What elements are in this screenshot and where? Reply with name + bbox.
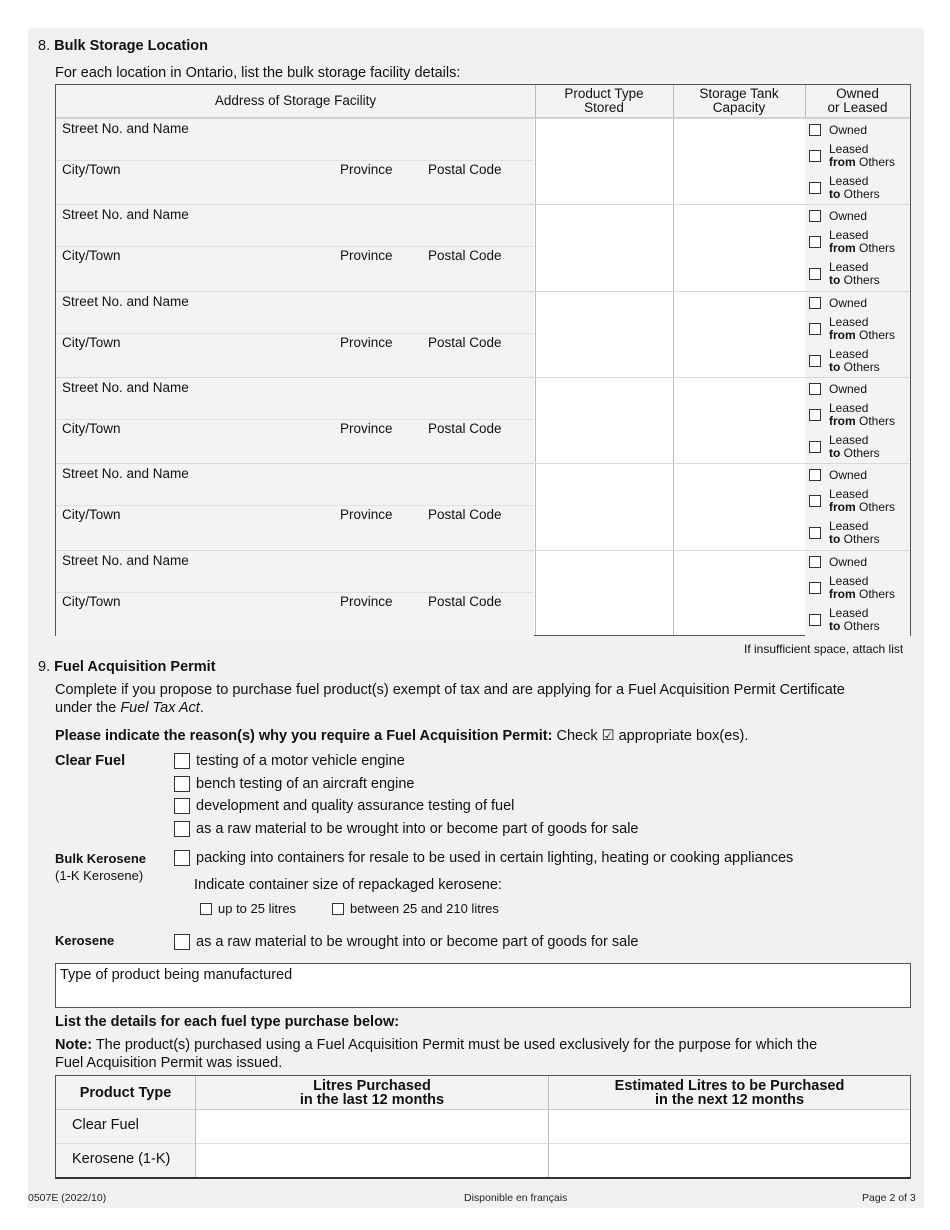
row-kerosene-label: Kerosene (1-K)	[56, 1144, 196, 1177]
leased-to-checkbox[interactable]	[809, 614, 821, 626]
province-label: Province	[340, 248, 393, 264]
leased-to-checkbox[interactable]	[809, 268, 821, 280]
header-capacity: Storage Tank Capacity	[673, 85, 805, 118]
storage-location-row	[56, 377, 910, 463]
bulk-kerosene-checkbox[interactable]	[174, 850, 190, 866]
capacity-input[interactable]	[673, 464, 805, 550]
owned-checkbox[interactable]	[809, 297, 821, 309]
capacity-input[interactable]	[673, 205, 805, 291]
leased-to-checkbox[interactable]	[809, 527, 821, 539]
section-8-title: 8. Bulk Storage Location	[38, 38, 209, 54]
header-product-type: Product Type Stored	[535, 85, 673, 118]
owned-leased-cell: Owned Leased from Others Leased to Others	[805, 292, 910, 378]
clear-fuel-option[interactable]: as a raw material to be wrought into or become part of goods for sale	[174, 821, 638, 837]
street-label: Street No. and Name	[62, 121, 189, 136]
postal-code-label: Postal Code	[428, 420, 502, 436]
bulk-storage-table	[55, 84, 911, 636]
leased-from-checkbox[interactable]	[809, 495, 821, 507]
owned-leased-cell: Owned Leased from Others Leased to Others	[805, 464, 910, 550]
owned-checkbox[interactable]	[809, 210, 821, 222]
leased-from-checkbox[interactable]	[809, 409, 821, 421]
kerosene-next-12-input[interactable]	[549, 1144, 910, 1177]
address-cell[interactable]	[56, 378, 534, 464]
capacity-input[interactable]	[673, 378, 805, 464]
address-cell[interactable]	[56, 551, 534, 637]
storage-location-row	[56, 550, 910, 636]
section-8-instruction: For each location in Ontario, list the bulk storage facility details:	[55, 65, 461, 81]
city-label: City/Town	[62, 248, 121, 264]
row-clear-fuel-label: Clear Fuel	[56, 1110, 196, 1144]
capacity-input[interactable]	[673, 551, 805, 637]
clear-fuel-next-12-input[interactable]	[549, 1110, 910, 1144]
city-label: City/Town	[62, 507, 121, 523]
page-number: Page 2 of 3	[862, 1192, 916, 1204]
postal-code-label: Postal Code	[428, 334, 502, 350]
owned-leased-cell: Owned Leased from Others Leased to Others	[805, 378, 910, 464]
storage-location-row	[56, 204, 910, 290]
product-manufactured-field[interactable]: Type of product being manufactured	[55, 963, 911, 1008]
address-cell[interactable]	[56, 119, 534, 205]
col-product-type: Product Type	[56, 1076, 196, 1110]
container-size-prompt: Indicate container size of repackaged kerosene:	[194, 877, 502, 893]
province-label: Province	[340, 162, 393, 177]
clear-fuel-checkbox[interactable]	[174, 776, 190, 792]
product-type-input[interactable]	[535, 292, 673, 378]
fuel-purchase-table	[55, 1075, 911, 1179]
owned-leased-cell: Owned Leased from Others Leased to Others	[805, 119, 910, 205]
storage-location-row	[56, 118, 910, 204]
province-label: Province	[340, 334, 393, 350]
leased-from-checkbox[interactable]	[809, 150, 821, 162]
owned-checkbox[interactable]	[809, 469, 821, 481]
clear-fuel-checkbox[interactable]	[174, 798, 190, 814]
city-label: City/Town	[62, 593, 121, 609]
list-details-heading: List the details for each fuel type purchase below:	[55, 1014, 400, 1030]
section-9-intro: Complete if you propose to purchase fuel product(s) exempt of tax and are applying for a Fuel Acquisition Permit Certificate under the Fuel Tax Act.	[55, 682, 845, 716]
storage-location-row	[56, 291, 910, 377]
product-type-input[interactable]	[535, 551, 673, 637]
kerosene-checkbox[interactable]	[174, 934, 190, 950]
size-option-25-to-210[interactable]: between 25 and 210 litres	[332, 901, 499, 916]
clear-fuel-option[interactable]: development and quality assurance testing of fuel	[174, 798, 514, 814]
postal-code-label: Postal Code	[428, 248, 502, 264]
storage-location-row	[56, 463, 910, 549]
reason-instruction: Please indicate the reason(s) why you require a Fuel Acquisition Permit: Check ☑ appropriate box(es).	[55, 728, 749, 744]
leased-to-checkbox[interactable]	[809, 441, 821, 453]
col-litres-next-12: Estimated Litres to be Purchased in the next 12 months	[549, 1076, 910, 1110]
address-cell[interactable]	[56, 464, 534, 550]
province-label: Province	[340, 420, 393, 436]
product-type-input[interactable]	[535, 205, 673, 291]
street-label: Street No. and Name	[62, 379, 189, 395]
postal-code-label: Postal Code	[428, 507, 502, 523]
province-label: Province	[340, 593, 393, 609]
bulk-kerosene-label: Bulk Kerosene	[55, 851, 147, 866]
capacity-input[interactable]	[673, 292, 805, 378]
owned-leased-cell: Owned Leased from Others Leased to Others	[805, 551, 910, 637]
clear-fuel-checkbox[interactable]	[174, 821, 190, 837]
product-type-input[interactable]	[535, 378, 673, 464]
leased-to-checkbox[interactable]	[809, 355, 821, 367]
kerosene-last-12-input[interactable]	[196, 1144, 549, 1177]
leased-from-checkbox[interactable]	[809, 236, 821, 248]
capacity-input[interactable]	[673, 119, 805, 205]
street-label: Street No. and Name	[62, 466, 189, 482]
kerosene-option[interactable]: as a raw material to be wrought into or become part of goods for sale	[174, 934, 638, 950]
form-id: 0507E (2022/10)	[28, 1192, 107, 1204]
owned-checkbox[interactable]	[809, 124, 821, 136]
address-cell[interactable]	[56, 205, 534, 291]
clear-fuel-option[interactable]: bench testing of an aircraft engine	[174, 776, 414, 792]
bulk-kerosene-option[interactable]: packing into containers for resale to be used in certain lighting, heating or cooking appliances	[174, 850, 793, 866]
street-label: Street No. and Name	[62, 293, 189, 309]
size-up-to-25-checkbox[interactable]	[200, 903, 212, 915]
kerosene-label: Kerosene	[55, 933, 115, 948]
city-label: City/Town	[62, 334, 121, 350]
permit-note: Note: The product(s) purchased using a Fuel Acquisition Permit must be used exclusively for the purpose for which the Fuel Acquisition Permit was issued.	[55, 1037, 818, 1071]
clear-fuel-option[interactable]: testing of a motor vehicle engine	[174, 753, 405, 769]
address-cell[interactable]	[56, 292, 534, 378]
owned-checkbox[interactable]	[809, 556, 821, 568]
owned-checkbox[interactable]	[809, 383, 821, 395]
form-page	[28, 28, 924, 1208]
leased-from-checkbox[interactable]	[809, 582, 821, 594]
product-type-input[interactable]	[535, 119, 673, 205]
col-litres-last-12: Litres Purchased in the last 12 months	[196, 1076, 549, 1110]
city-label: City/Town	[62, 162, 121, 177]
header-owned-leased: Owned or Leased	[805, 85, 910, 118]
size-option-up-to-25[interactable]: up to 25 litres	[200, 901, 296, 916]
street-label: Street No. and Name	[62, 207, 189, 223]
insufficient-space-note: If insufficient space, attach list	[744, 642, 904, 656]
postal-code-label: Postal Code	[428, 593, 502, 609]
city-label: City/Town	[62, 420, 121, 436]
owned-leased-cell: Owned Leased from Others Leased to Others	[805, 205, 910, 291]
bulk-kerosene-sublabel: (1-K Kerosene)	[55, 868, 144, 883]
province-label: Province	[340, 507, 393, 523]
clear-fuel-checkbox[interactable]	[174, 753, 190, 769]
leased-from-checkbox[interactable]	[809, 323, 821, 335]
street-label: Street No. and Name	[62, 552, 189, 568]
clear-fuel-last-12-input[interactable]	[196, 1110, 549, 1144]
leased-to-checkbox[interactable]	[809, 182, 821, 194]
clear-fuel-label: Clear Fuel	[55, 753, 126, 769]
french-available: Disponible en français	[464, 1192, 568, 1204]
product-type-input[interactable]	[535, 464, 673, 550]
section-9-title: 9. Fuel Acquisition Permit	[38, 659, 216, 675]
size-25-to-210-checkbox[interactable]	[332, 903, 344, 915]
postal-code-label: Postal Code	[428, 162, 502, 177]
header-address: Address of Storage Facility	[56, 85, 535, 118]
